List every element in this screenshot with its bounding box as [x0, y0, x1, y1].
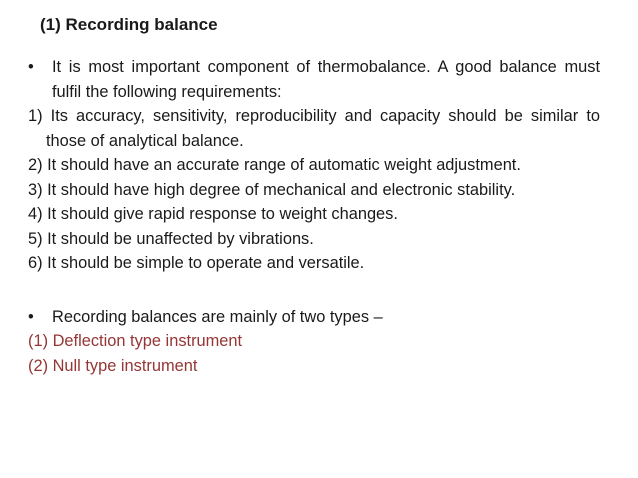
bullet-icon: •	[28, 58, 34, 76]
types-bullet-item	[28, 305, 600, 330]
types-bullet-text: Recording balances are mainly of two types –	[52, 307, 383, 326]
intro-bullet-text: It is most important component of thermobalance. A good balance must fulfil the following requirements:	[52, 58, 600, 101]
type-item-deflection: (1) Deflection type instrument	[28, 332, 243, 350]
spacer	[28, 276, 600, 305]
requirement-item-3: 3) It should have high degree of mechanical and electronic stability.	[28, 180, 516, 199]
requirement-item-5: 5) It should be unaffected by vibrations.	[28, 229, 314, 248]
slide-content	[28, 55, 600, 378]
requirement-item-4: 4) It should give rapid response to weight changes.	[28, 205, 398, 223]
intro-bullet-item	[28, 55, 600, 104]
requirement-item-2: 2) It should have an accurate range of automatic weight adjustment.	[28, 156, 521, 174]
requirement-item-1: 1) Its accuracy, sensitivity, reproducibility and capacity should be similar to those of analytical balance.	[28, 107, 600, 150]
bullet-icon: •	[28, 307, 34, 326]
type-item-null: (2) Null type instrument	[28, 356, 198, 375]
requirement-item-6: 6) It should be simple to operate and versatile.	[28, 254, 365, 272]
slide-heading: (1) Recording balance	[40, 15, 218, 34]
